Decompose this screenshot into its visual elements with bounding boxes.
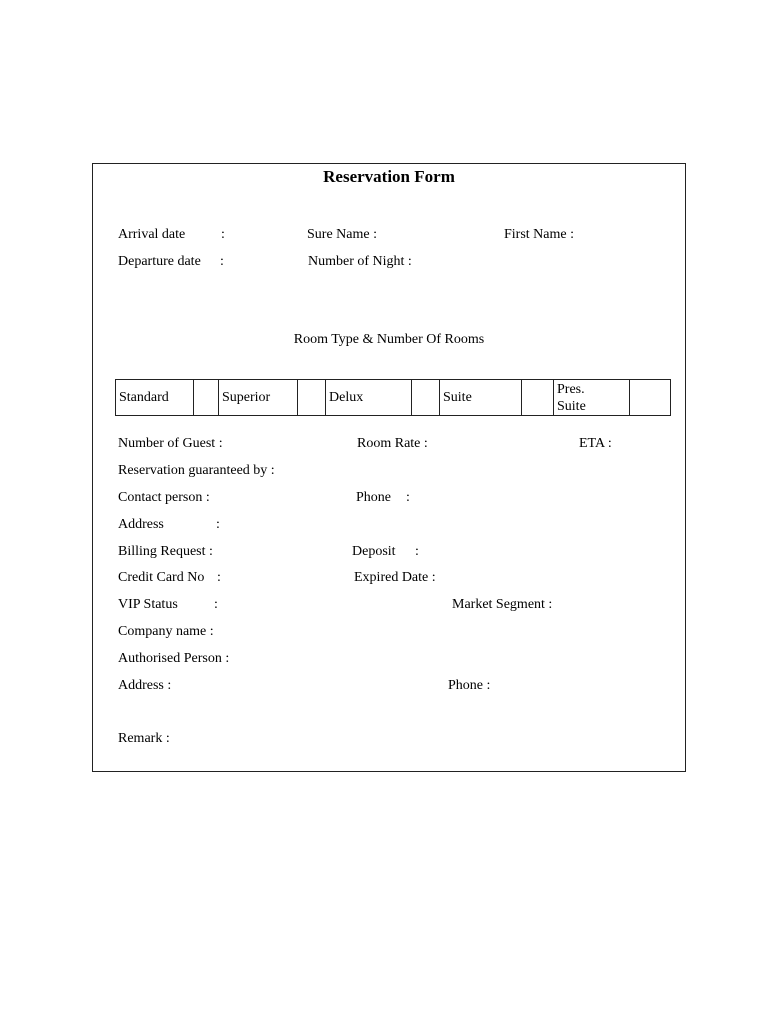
departure-date-label: Departure date	[118, 254, 201, 269]
room-count-pres-suite-box	[630, 380, 671, 416]
remark-label: Remark :	[118, 731, 170, 746]
expired-date-label: Expired Date :	[354, 570, 436, 585]
room-count-suite-box	[522, 380, 554, 416]
credit-card-colon: :	[217, 570, 221, 585]
room-type-table	[115, 379, 671, 416]
form-title: Reservation Form	[323, 167, 455, 186]
authorised-person-label: Authorised Person :	[118, 651, 230, 666]
number-of-guest-label: Number of Guest :	[118, 436, 223, 451]
eta-label: ETA :	[579, 436, 612, 451]
room-type-pres-line2: Suite	[557, 398, 586, 414]
company-phone-label: Phone :	[448, 678, 491, 693]
room-type-standard: Standard	[116, 380, 194, 416]
company-address-label: Address :	[118, 678, 172, 693]
reservation-guaranteed-by-label: Reservation guaranteed by :	[118, 463, 275, 478]
arrival-date-colon: :	[221, 227, 225, 242]
room-type-pres-line1: Pres.	[557, 381, 585, 397]
vip-status-label: VIP Status	[118, 597, 178, 612]
room-type-superior: Superior	[219, 380, 298, 416]
room-type-pres-suite	[554, 380, 630, 416]
deposit-colon: :	[415, 544, 419, 559]
room-rate-label: Room Rate :	[357, 436, 428, 451]
number-of-night-label: Number of Night :	[308, 254, 412, 269]
address-label: Address	[118, 517, 164, 532]
room-section-title: Room Type & Number Of Rooms	[293, 332, 485, 347]
room-count-standard-box	[194, 380, 219, 416]
room-type-row	[116, 380, 671, 416]
address-colon: :	[216, 517, 220, 532]
arrival-date-label: Arrival date	[118, 227, 186, 242]
room-type-delux: Delux	[326, 380, 412, 416]
room-count-delux-box	[412, 380, 440, 416]
company-name-label: Company name :	[118, 624, 214, 639]
departure-date-colon: :	[220, 254, 224, 269]
market-segment-label: Market Segment :	[452, 597, 553, 612]
room-count-superior-box	[298, 380, 326, 416]
reservation-form	[92, 163, 686, 772]
phone-label: Phone	[356, 490, 391, 505]
room-type-suite: Suite	[440, 380, 522, 416]
vip-status-colon: :	[214, 597, 218, 612]
deposit-label: Deposit	[352, 544, 396, 559]
credit-card-no-label: Credit Card No	[118, 570, 205, 585]
sure-name-label: Sure Name :	[307, 227, 377, 242]
billing-request-label: Billing Request :	[118, 544, 213, 559]
phone-colon: :	[406, 490, 410, 505]
contact-person-label: Contact person :	[118, 490, 210, 505]
first-name-label: First Name :	[504, 227, 574, 242]
